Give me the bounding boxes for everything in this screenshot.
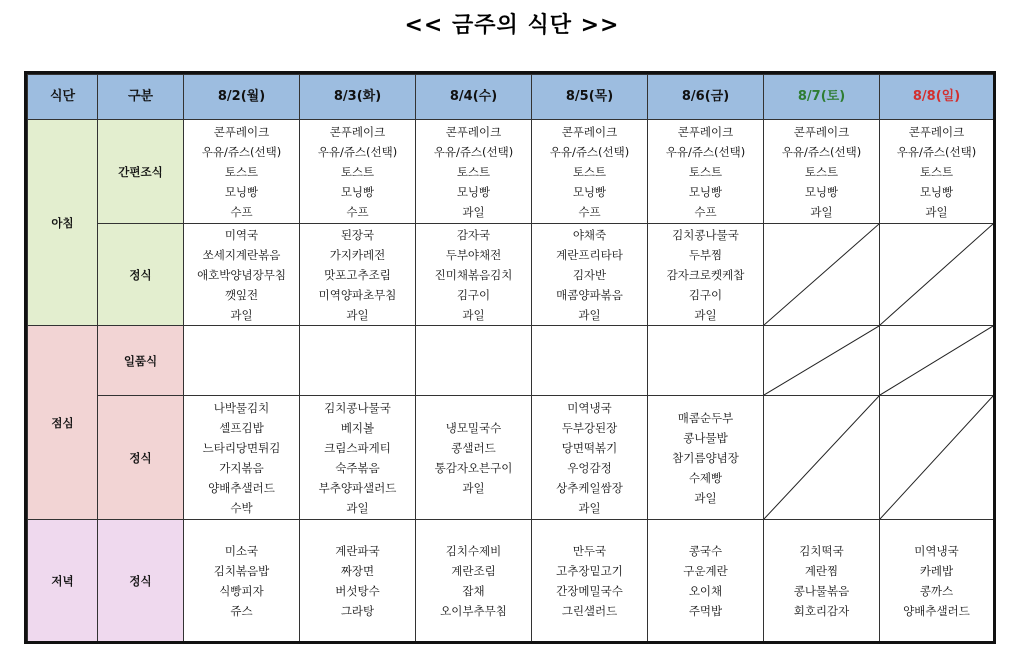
menu-item: 우유/쥬스(선택) bbox=[665, 144, 746, 159]
menu-item: 통감자오븐구이 bbox=[434, 460, 513, 475]
menu-item: 수제빵 bbox=[688, 470, 723, 485]
menu-item: 과일 bbox=[346, 307, 369, 322]
menu-item: 양배추샐러드 bbox=[208, 480, 275, 495]
weekly-menu-table bbox=[27, 74, 994, 643]
menu-item: 부추양파샐러드 bbox=[318, 480, 397, 495]
menu-item: 짜장면 bbox=[340, 564, 375, 578]
menu-item: 두부야채전 bbox=[445, 247, 502, 262]
menu-item: 김치수제비 bbox=[445, 544, 502, 558]
menu-item: 깻잎전 bbox=[224, 287, 259, 302]
header-meal: 식단 bbox=[28, 75, 98, 120]
menu-item: 숙주볶음 bbox=[335, 460, 380, 475]
menu-item: 쥬스 bbox=[230, 604, 253, 618]
menu-item: 과일 bbox=[230, 307, 253, 322]
menu-item: 토스트 bbox=[804, 164, 839, 179]
menu-item: 미소국 bbox=[224, 544, 259, 558]
morning-mon-menu-cell bbox=[184, 120, 300, 224]
lunch-wed-menu-cell bbox=[416, 326, 532, 396]
menu-item: 콘푸레이크 bbox=[213, 124, 270, 139]
menu-item: 김치떡국 bbox=[799, 544, 844, 558]
menu-item: 맛포고추조림 bbox=[324, 267, 391, 282]
menu-item: 모닝빵 bbox=[572, 184, 607, 199]
menu-item: 모닝빵 bbox=[804, 184, 839, 199]
menu-item: 모닝빵 bbox=[224, 184, 259, 199]
menu-item: 우유/쥬스(선택) bbox=[433, 144, 514, 159]
menu-item: 콩나물밥 bbox=[683, 430, 728, 445]
header-day-wed: 8/4(수) bbox=[416, 75, 532, 120]
menu-item: 콩까스 bbox=[919, 584, 954, 598]
morning-sat-menu-cell bbox=[764, 120, 880, 224]
morning-sun-menu-cell bbox=[880, 120, 994, 224]
lunch-row-1 bbox=[28, 396, 994, 520]
morning-type-label: 정식 bbox=[98, 224, 184, 326]
menu-item: 참기름양념장 bbox=[672, 450, 739, 465]
menu-item: 오이채 bbox=[688, 584, 723, 598]
lunch-tue-menu-cell bbox=[300, 396, 416, 520]
lunch-wed-menu-cell bbox=[416, 396, 532, 520]
menu-item: 수프 bbox=[346, 204, 369, 219]
menu-item: 감자국 bbox=[456, 227, 491, 242]
menu-item: 두부찜 bbox=[688, 247, 723, 262]
header-day-thu: 8/5(목) bbox=[532, 75, 648, 120]
menu-item: 크림스파게티 bbox=[324, 440, 391, 455]
menu-item: 매콤순두부 bbox=[677, 410, 734, 425]
lunch-type-label: 일품식 bbox=[98, 326, 184, 396]
menu-item: 가지카레전 bbox=[329, 247, 386, 262]
header-type: 구분 bbox=[98, 75, 184, 120]
morning-sat-no-service bbox=[764, 224, 880, 326]
menu-item: 매콤양파볶음 bbox=[556, 287, 623, 302]
menu-item: 모닝빵 bbox=[340, 184, 375, 199]
menu-item: 콘푸레이크 bbox=[793, 124, 850, 139]
menu-item: 고추장밑고기 bbox=[556, 564, 623, 578]
menu-item: 카레밥 bbox=[919, 564, 954, 578]
menu-item: 과일 bbox=[346, 500, 369, 515]
menu-item: 애호박양념장무침 bbox=[197, 267, 286, 282]
morning-tue-menu-cell bbox=[300, 120, 416, 224]
menu-body bbox=[28, 120, 994, 643]
menu-item: 김구이 bbox=[456, 287, 491, 302]
diagonal-slash bbox=[764, 326, 879, 395]
menu-item: 과일 bbox=[462, 480, 485, 495]
menu-item: 양배추샐러드 bbox=[903, 604, 970, 618]
menu-item: 우유/쥬스(선택) bbox=[317, 144, 398, 159]
menu-item: 김구이 bbox=[688, 287, 723, 302]
menu-item: 계란파국 bbox=[335, 544, 380, 558]
menu-item: 그라탕 bbox=[340, 604, 375, 618]
dinner-mon-menu-cell bbox=[184, 520, 300, 643]
menu-item: 과일 bbox=[462, 307, 485, 322]
diagonal-slash bbox=[764, 224, 879, 325]
menu-item: 된장국 bbox=[340, 227, 375, 242]
menu-item: 식빵피자 bbox=[219, 584, 264, 598]
menu-item: 수박 bbox=[230, 500, 253, 515]
menu-item: 수프 bbox=[694, 204, 717, 219]
menu-item: 콩나물볶음 bbox=[793, 584, 850, 598]
menu-item: 모닝빵 bbox=[456, 184, 491, 199]
lunch-meal-label: 점심 bbox=[28, 326, 98, 520]
lunch-row-0 bbox=[28, 326, 994, 396]
menu-item: 수프 bbox=[230, 204, 253, 219]
menu-item: 당면떡볶기 bbox=[561, 440, 618, 455]
header-day-mon: 8/2(월) bbox=[184, 75, 300, 120]
menu-item: 가지볶음 bbox=[219, 460, 264, 475]
morning-type-label: 간편조식 bbox=[98, 120, 184, 224]
menu-item: 토스트 bbox=[224, 164, 259, 179]
header-day-tue: 8/3(화) bbox=[300, 75, 416, 120]
menu-item: 버섯탕수 bbox=[335, 584, 380, 598]
menu-item: 두부강된장 bbox=[561, 420, 618, 435]
lunch-sun-no-service bbox=[880, 326, 994, 396]
lunch-type-label: 정식 bbox=[98, 396, 184, 520]
menu-item: 과일 bbox=[694, 307, 717, 322]
menu-item: 과일 bbox=[462, 204, 485, 219]
page-title: << 금주의 식단 >> bbox=[404, 13, 620, 38]
diagonal-slash bbox=[880, 326, 993, 395]
morning-wed-menu-cell bbox=[416, 224, 532, 326]
menu-item: 우유/쥬스(선택) bbox=[201, 144, 282, 159]
menu-item: 만두국 bbox=[572, 544, 607, 558]
morning-thu-menu-cell bbox=[532, 120, 648, 224]
morning-wed-menu-cell bbox=[416, 120, 532, 224]
header-day-sun: 8/8(일) bbox=[880, 75, 994, 120]
menu-item: 계란조림 bbox=[451, 564, 496, 578]
menu-item: 그린샐러드 bbox=[561, 604, 618, 618]
morning-fri-menu-cell bbox=[648, 224, 764, 326]
dinner-type-label: 정식 bbox=[98, 520, 184, 643]
menu-item: 상추케일쌈장 bbox=[556, 480, 623, 495]
menu-item: 간장메밀국수 bbox=[556, 584, 623, 598]
menu-item: 야채죽 bbox=[572, 227, 607, 242]
lunch-fri-menu-cell bbox=[648, 326, 764, 396]
morning-tue-menu-cell bbox=[300, 224, 416, 326]
menu-item: 느타리당면튀김 bbox=[202, 440, 281, 455]
diagonal-slash bbox=[880, 224, 993, 325]
menu-item: 과일 bbox=[810, 204, 833, 219]
menu-item: 잡채 bbox=[462, 584, 485, 598]
menu-item: 구운계란 bbox=[683, 564, 728, 578]
menu-item: 과일 bbox=[925, 204, 948, 219]
menu-item: 수프 bbox=[578, 204, 601, 219]
menu-item: 주먹밥 bbox=[688, 604, 723, 618]
menu-item: 미역국 bbox=[224, 227, 259, 242]
dinner-row-0 bbox=[28, 520, 994, 643]
menu-item: 우유/쥬스(선택) bbox=[896, 144, 977, 159]
menu-item: 오이부추무침 bbox=[440, 604, 507, 618]
lunch-mon-menu-cell bbox=[184, 326, 300, 396]
menu-item: 과일 bbox=[694, 490, 717, 505]
menu-item: 콩국수 bbox=[688, 544, 723, 558]
menu-item: 계란찜 bbox=[804, 564, 839, 578]
morning-sun-no-service bbox=[880, 224, 994, 326]
lunch-fri-menu-cell bbox=[648, 396, 764, 520]
morning-meal-label: 아침 bbox=[28, 120, 98, 326]
morning-mon-menu-cell bbox=[184, 224, 300, 326]
menu-item: 진미채볶음김치 bbox=[434, 267, 513, 282]
morning-row-1 bbox=[28, 224, 994, 326]
dinner-meal-label: 저녁 bbox=[28, 520, 98, 643]
menu-item: 콘푸레이크 bbox=[561, 124, 618, 139]
lunch-thu-menu-cell bbox=[532, 396, 648, 520]
menu-item: 김자반 bbox=[572, 267, 607, 282]
menu-item: 토스트 bbox=[340, 164, 375, 179]
menu-item: 계란프리타타 bbox=[556, 247, 623, 262]
menu-item: 우엉감정 bbox=[567, 460, 612, 475]
lunch-tue-menu-cell bbox=[300, 326, 416, 396]
menu-item: 감자크로켓케찹 bbox=[666, 267, 745, 282]
menu-item: 베지볼 bbox=[340, 420, 375, 435]
menu-item: 쏘세지계란볶음 bbox=[202, 247, 281, 262]
dinner-sun-menu-cell bbox=[880, 520, 994, 643]
menu-item: 콘푸레이크 bbox=[329, 124, 386, 139]
menu-item: 미역양파초무침 bbox=[318, 287, 397, 302]
menu-item: 콘푸레이크 bbox=[908, 124, 965, 139]
menu-item: 김치볶음밥 bbox=[213, 564, 270, 578]
morning-row-0 bbox=[28, 120, 994, 224]
lunch-sun-no-service bbox=[880, 396, 994, 520]
morning-fri-menu-cell bbox=[648, 120, 764, 224]
menu-item: 나박물김치 bbox=[213, 400, 270, 415]
header-row bbox=[28, 75, 994, 120]
menu-item: 냉모밀국수 bbox=[445, 420, 502, 435]
menu-item: 과일 bbox=[578, 307, 601, 322]
header-day-sat: 8/7(토) bbox=[764, 75, 880, 120]
dinner-sat-menu-cell bbox=[764, 520, 880, 643]
menu-item: 토스트 bbox=[456, 164, 491, 179]
dinner-thu-menu-cell bbox=[532, 520, 648, 643]
dinner-fri-menu-cell bbox=[648, 520, 764, 643]
menu-item: 회호리감자 bbox=[793, 604, 850, 618]
lunch-thu-menu-cell bbox=[532, 326, 648, 396]
menu-item: 콘푸레이크 bbox=[445, 124, 502, 139]
menu-item: 미역냉국 bbox=[567, 400, 612, 415]
menu-item: 콘푸레이크 bbox=[677, 124, 734, 139]
menu-item: 토스트 bbox=[572, 164, 607, 179]
menu-item: 모닝빵 bbox=[919, 184, 954, 199]
menu-item: 미역냉국 bbox=[914, 544, 959, 558]
dinner-wed-menu-cell bbox=[416, 520, 532, 643]
menu-item: 셀프김밥 bbox=[219, 420, 264, 435]
menu-item: 우유/쥬스(선택) bbox=[549, 144, 630, 159]
diagonal-slash bbox=[764, 396, 879, 519]
menu-item: 콩샐러드 bbox=[451, 440, 496, 455]
dinner-tue-menu-cell bbox=[300, 520, 416, 643]
menu-item: 토스트 bbox=[688, 164, 723, 179]
menu-item: 우유/쥬스(선택) bbox=[781, 144, 862, 159]
lunch-sat-no-service bbox=[764, 396, 880, 520]
menu-item: 과일 bbox=[578, 500, 601, 515]
lunch-sat-no-service bbox=[764, 326, 880, 396]
lunch-mon-menu-cell bbox=[184, 396, 300, 520]
menu-item: 김치콩나물국 bbox=[324, 400, 391, 415]
menu-item: 김치콩나물국 bbox=[672, 227, 739, 242]
menu-item: 토스트 bbox=[919, 164, 954, 179]
menu-item: 모닝빵 bbox=[688, 184, 723, 199]
menu-table-frame bbox=[24, 71, 996, 644]
header-day-fri: 8/6(금) bbox=[648, 75, 764, 120]
diagonal-slash bbox=[880, 396, 993, 519]
morning-thu-menu-cell bbox=[532, 224, 648, 326]
